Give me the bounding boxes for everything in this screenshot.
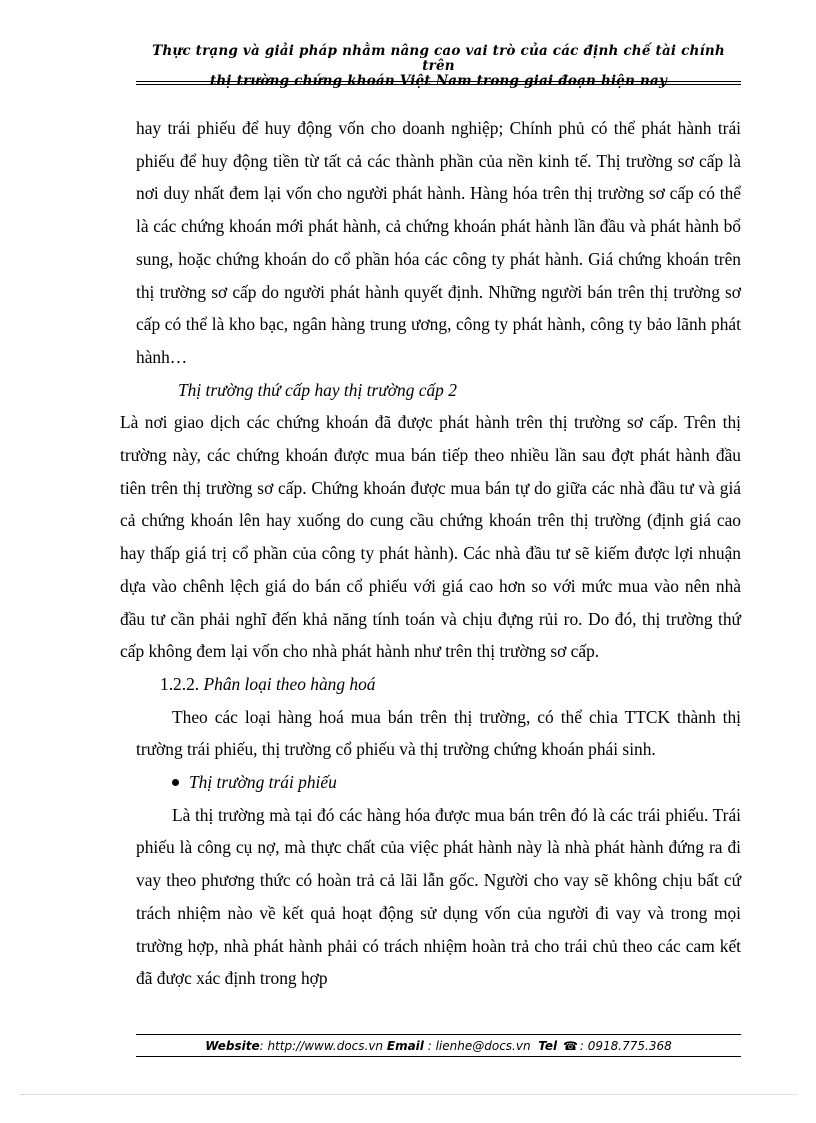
bullet-icon xyxy=(172,779,179,786)
footer-rule-top xyxy=(136,1034,741,1035)
footer-tel-value: : 0918.775.368 xyxy=(579,1039,672,1053)
footer-rule-bottom xyxy=(136,1056,741,1057)
section-number: 1.2.2. xyxy=(160,673,200,694)
page-boundary xyxy=(20,1094,796,1095)
header-rule xyxy=(136,81,741,85)
footer-email-value[interactable]: : lienhe@docs.vn xyxy=(427,1039,531,1053)
footer-tel-label: Tel xyxy=(538,1039,558,1053)
paragraph-primary-market: hay trái phiếu để huy động vốn cho doanh nghiệp; Chính phủ có thể phát hành trái phiếu để huy động tiền từ tất cả các thành phần của nền kinh tế. Thị trường sơ cấp là nơi duy nhất đem lại vốn cho người phát hành. Hàng hóa trên thị trường sơ cấp có thể là các chứng khoán mới phát hành, cả chứng khoán phát hành lần đầu và phát hành bổ sung, hoặc chứng khoán do cổ phần hóa các công ty phát hành. Giá chứng khoán trên thị trường sơ cấp do người phát hành quyết định. Những người bán trên thị trường sơ cấp có thể là kho bạc, ngân hàng trung ương, công ty phát hành, công ty bảo lãnh phát hành… xyxy=(136,118,741,367)
paragraph-bond-market: Là thị trường mà tại đó các hàng hóa được mua bán trên đó là các trái phiếu. Trái phiếu là công cụ nợ, mà thực chất của việc phát hành này là nhà phát hành đứng ra đi vay theo phương thức có hoàn trả cả lãi lẫn gốc. Người cho vay sẽ không chịu bất cứ trách nhiệm nào về kết quả hoạt động sử dụng vốn của người đi vay và trong mọi trường hợp, nhà phát hành phải có trách nhiệm hoàn trả cho trái chủ theo các cam kết đã được xác định trong hợp xyxy=(136,804,741,989)
footer-email-label: Email xyxy=(386,1039,424,1053)
document-body xyxy=(120,112,741,995)
subheading-secondary-market: Thị trường thứ cấp hay thị trường cấp 2 xyxy=(178,379,457,400)
footer-website-value[interactable]: : http://www.docs.vn xyxy=(259,1039,384,1053)
paragraph-secondary-market: Là nơi giao dịch các chứng khoán đã được phát hành trên thị trường sơ cấp. Trên thị trường này, các chứng khoán được mua bán tiếp theo nhiều lần sau đợt phát hành đầu tiên trên thị trường sơ cấp. Chứng khoán được mua bán tự do giữa các nhà đầu tư và giá cả chứng khoán lên hay xuống do cung cầu chứng khoán trên thị trường (định giá cao hay thấp giá trị cổ phần của công ty phát hành). Các nhà đầu tư sẽ kiếm được lợi nhuận dựa vào chênh lệch giá do bán cổ phiếu với giá cao hơn so với mức mua vào nên nhà đầu tư cần phải nghĩ đến khả năng tính toán và chịu đựng rủi ro. Do đó, thị trường thứ cấp không đem lại vốn cho nhà phát hành như trên thị trường sơ cấp. xyxy=(120,412,741,662)
footer-website-label: Website xyxy=(205,1039,260,1053)
section-heading xyxy=(136,668,741,701)
bullet-text: Thị trường trái phiếu xyxy=(189,772,337,793)
section-title: Phân loại theo hàng hoá xyxy=(203,673,376,694)
running-footer xyxy=(136,1038,741,1054)
header-line-1: Thực trạng và giải pháp nhằm nâng cao vai trò của các định chế tài chính trên xyxy=(152,43,725,74)
bullet-bond-market xyxy=(136,766,741,799)
paragraph-classification: Theo các loại hàng hoá mua bán trên thị trường, có thể chia TTCK thành thị trường trái phiếu, thị trường cổ phiếu và thị trường chứng khoán phái sinh. xyxy=(136,706,741,760)
telephone-icon: ☎ xyxy=(562,1039,578,1053)
header-line-2: thị trường chứng khoán Việt Nam trong giai đoạn hiện nay xyxy=(209,73,668,89)
